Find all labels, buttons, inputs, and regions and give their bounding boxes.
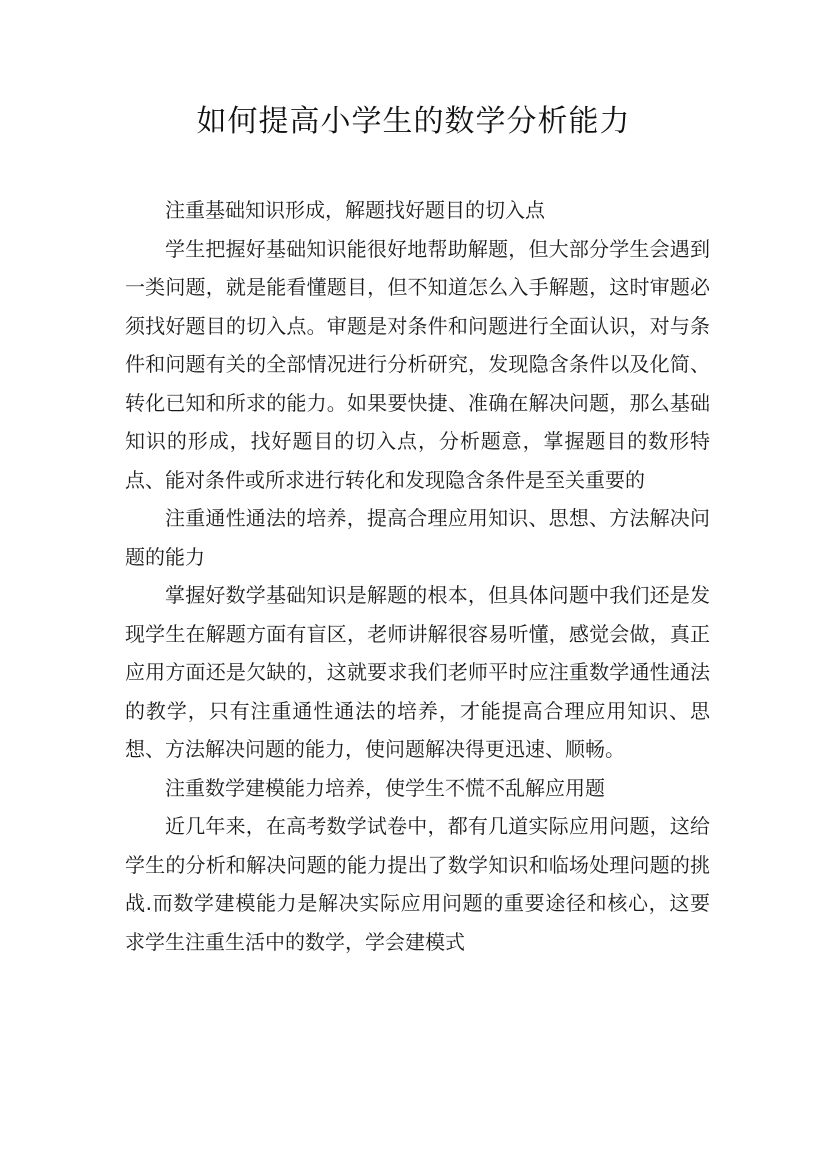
section-paragraph-3: 近几年来，在高考数学试卷中，都有几道实际应用问题，这给学生的分析和解决问题的能力提出了数学知识和临场处理问题的挑战.而数学建模能力是解决实际应用问题的重要途径和核心，这要求学生注重生活中的数学，学会建模式 xyxy=(125,814,710,954)
section-paragraph-1: 学生把握好基础知识能很好地帮助解题，但大部分学生会遇到一类问题，就是能看懂题目，但不知道怎么入手解题，这时审题必须找好题目的切入点。审题是对条件和问题进行全面认识，对与条件和问题有关的全部情况进行分析研究，发现隐含条件以及化简、转化已知和所求的能力。如果要快捷、准确在解决问题，那么基础知识的形成，找好题目的切入点，分析题意，掌握题目的数形特点、能对条件或所求进行转化和发现隐含条件是至关重要的 xyxy=(125,236,710,492)
document-title: 如何提高小学生的数学分析能力 xyxy=(196,104,631,139)
section-heading-2: 注重通性通法的培养，提高合理应用知识、思想、方法解决问题的能力 xyxy=(125,506,710,569)
document-body xyxy=(125,191,710,961)
section-heading-3: 注重数学建模能力培养，使学生不慌不乱解应用题 xyxy=(165,775,605,800)
section-heading-1: 注重基础知识形成，解题找好题目的切入点 xyxy=(165,198,545,222)
section-paragraph-2: 掌握好数学基础知识是解题的根本，但具体问题中我们还是发现学生在解题方面有盲区，老师讲解很容易听懂，感觉会做，真正应用方面还是欠缺的，这就要求我们老师平时应注重数学通性通法的教学，只有注重通性通法的培养，才能提高合理应用知识、思想、方法解决问题的能力，使问题解决得更迅速、顺畅。 xyxy=(125,583,710,761)
